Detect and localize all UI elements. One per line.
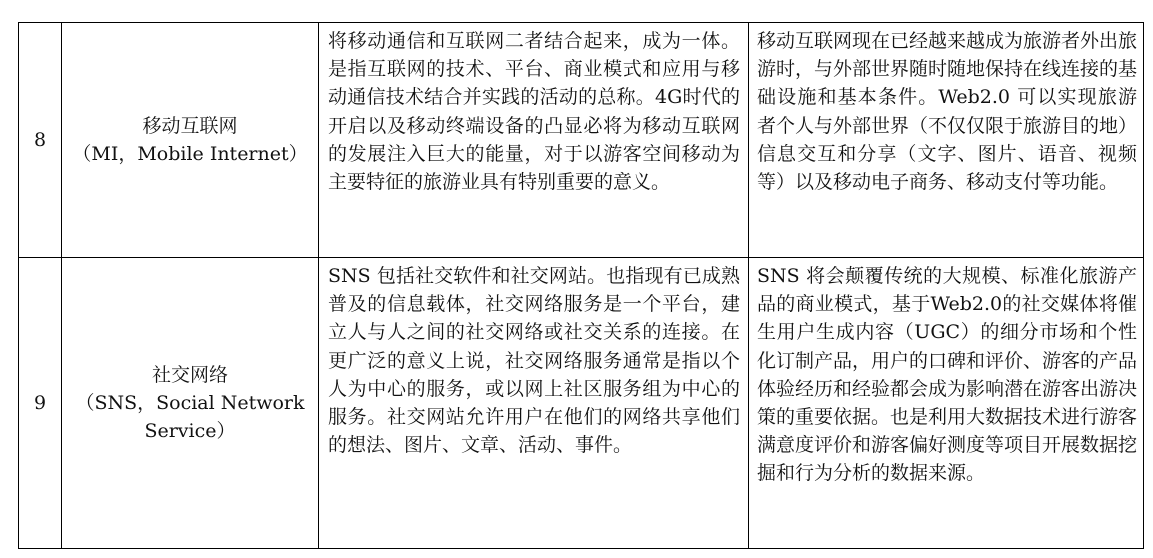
application-cell: 移动互联网现在已经越来越成为旅游者外出旅游时，与外部世界随时随地保持在线连接的基础设施和基本条件。Web2.0 可以实现旅游者个人与外部世界（不仅仅限于旅游目的地）信息交互和分享（文字、图片、语音、视频等）以及移动电子商务、移动支付等功能。 — [749, 23, 1144, 258]
term-english: （MI，Mobile Internet） — [72, 143, 308, 165]
term-english: （SNS，Social Network Service） — [75, 391, 305, 443]
definition-cell: 将移动通信和互联网二者结合起来，成为一体。是指互联网的技术、平台、商业模式和应用与移动通信技术结合并实践的活动的总称。4G时代的开启以及移动终端设备的凸显必将为移动互联网的发展注入巨大的能量，对于以游客空间移动为主要特征的旅游业具有特别重要的意义。 — [319, 23, 749, 258]
term-cell — [62, 23, 319, 258]
term-chinese: 移动互联网 — [142, 114, 238, 137]
table-row — [19, 258, 1144, 549]
row-number: 9 — [19, 258, 62, 549]
terms-table — [18, 22, 1144, 549]
term-chinese: 社交网络 — [151, 363, 228, 386]
application-cell: SNS 将会颠覆传统的大规模、标准化旅游产品的商业模式，基于Web2.0的社交媒体将催生用户生成内容（UGC）的细分市场和个性化订制产品，用户的口碑和评价、游客的产品体验经历和经验都会成为影响潜在游客出游决策的重要依据。也是利用大数据技术进行游客满意度评价和游客偏好测度等项目开展数据挖掘和行为分析的数据来源。 — [749, 258, 1144, 549]
row-number: 8 — [19, 23, 62, 258]
term-cell — [62, 258, 319, 549]
table-row — [19, 23, 1144, 258]
definition-cell: SNS 包括社交软件和社交网站。也指现有已成熟普及的信息载体，社交网络服务是一个平台，建立人与人之间的社交网络或社交关系的连接。在更广泛的意义上说，社交网络服务通常是指以个人为中心的服务，或以网上社区服务组为中心的服务。社交网站允许用户在他们的网络共享他们的想法、图片、文章、活动、事件。 — [319, 258, 749, 549]
